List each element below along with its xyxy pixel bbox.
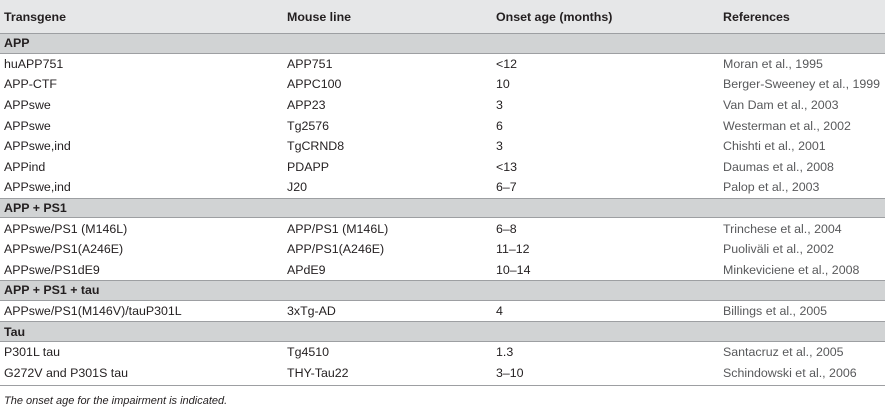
section-title: APP + PS1 (4, 201, 67, 216)
table-row (0, 342, 885, 363)
cell-mouse-line: TgCRND8 (287, 139, 345, 154)
table-header-row (0, 0, 885, 33)
cell-onset-age: 1.3 (496, 345, 514, 360)
cell-transgene: APPswe (4, 98, 51, 113)
section-title: APP (4, 36, 30, 51)
table-row (0, 115, 885, 136)
cell-transgene: APPswe (4, 118, 51, 133)
header-onset-age: Onset age (months) (496, 9, 613, 24)
cell-mouse-line: Tg2576 (287, 118, 330, 133)
cell-onset-age: 6 (496, 118, 503, 133)
table-row (0, 136, 885, 157)
section-header-row (0, 33, 885, 54)
cell-onset-age: 10 (496, 77, 510, 92)
section-title: APP + PS1 + tau (4, 283, 100, 298)
header-transgene: Transgene (4, 9, 66, 24)
cell-transgene: APPswe/PS1(A246E) (4, 242, 124, 257)
cell-reference: Moran et al., 1995 (723, 56, 823, 71)
cell-mouse-line: APP23 (287, 98, 326, 113)
section-title: Tau (4, 324, 26, 339)
cell-reference: Berger-Sweeney et al., 1999 (723, 77, 881, 92)
table-row (0, 157, 885, 178)
cell-reference: Billings et al., 2005 (723, 304, 828, 319)
header-mouse-line: Mouse line (287, 9, 352, 24)
cell-mouse-line: PDAPP (287, 159, 330, 174)
cell-onset-age: 3 (496, 139, 503, 154)
cell-transgene: APPswe/PS1dE9 (4, 262, 100, 277)
table-footnote: The onset age for the impairment is indicated. (4, 395, 228, 407)
cell-transgene: APP-CTF (4, 77, 58, 92)
cell-onset-age: <12 (496, 56, 518, 71)
cell-onset-age: 6–7 (496, 180, 517, 195)
cell-transgene: G272V and P301S tau (4, 365, 129, 380)
cell-mouse-line: APPC100 (287, 77, 342, 92)
cell-reference: Trinchese et al., 2004 (723, 221, 842, 236)
cell-mouse-line: J20 (287, 180, 307, 195)
table-body (0, 33, 885, 383)
cell-reference: Westerman et al., 2002 (723, 118, 851, 133)
cell-transgene: P301L tau (4, 345, 61, 360)
cell-transgene: APPswe,ind (4, 180, 71, 195)
table-row (0, 260, 885, 281)
cell-transgene: APPswe/PS1(M146V)/tauP301L (4, 304, 182, 319)
table-row (0, 54, 885, 75)
cell-mouse-line: APP/PS1(A246E) (287, 242, 385, 257)
cell-reference: Schindowski et al., 2006 (723, 365, 857, 380)
cell-reference: Chishti et al., 2001 (723, 139, 826, 154)
cell-reference: Santacruz et al., 2005 (723, 345, 844, 360)
table-row (0, 301, 885, 322)
table-row (0, 74, 885, 95)
cell-onset-age: 11–12 (496, 242, 530, 257)
table-row (0, 177, 885, 198)
cell-onset-age: 10–14 (496, 262, 531, 277)
cell-mouse-line: 3xTg-AD (287, 304, 336, 319)
header-references: References (723, 9, 790, 24)
cell-reference: Puoliväli et al., 2002 (723, 242, 834, 257)
cell-mouse-line: APP751 (287, 56, 333, 71)
cell-mouse-line: APdE9 (287, 262, 326, 277)
cell-transgene: APPind (4, 159, 46, 174)
table-row (0, 95, 885, 116)
cell-mouse-line: Tg4510 (287, 345, 330, 360)
cell-reference: Minkeviciene et al., 2008 (723, 262, 860, 277)
section-header-row (0, 280, 885, 301)
cell-onset-age: 3–10 (496, 365, 524, 380)
cell-reference: Palop et al., 2003 (723, 180, 820, 195)
section-header-row (0, 321, 885, 342)
section-header-row (0, 198, 885, 219)
cell-reference: Daumas et al., 2008 (723, 159, 834, 174)
table-row (0, 363, 885, 384)
cell-onset-age: 4 (496, 304, 503, 319)
cell-reference: Van Dam et al., 2003 (723, 98, 839, 113)
cell-mouse-line: APP/PS1 (M146L) (287, 221, 389, 236)
table-row (0, 239, 885, 260)
cell-transgene: APPswe/PS1 (M146L) (4, 221, 128, 236)
cell-transgene: APPswe,ind (4, 139, 71, 154)
cell-onset-age: 6–8 (496, 221, 517, 236)
cell-mouse-line: THY-Tau22 (287, 365, 349, 380)
cell-transgene: huAPP751 (4, 56, 64, 71)
cell-onset-age: 3 (496, 98, 503, 113)
table-bottom-rule (0, 385, 885, 386)
cell-onset-age: <13 (496, 159, 518, 174)
table-row (0, 218, 885, 239)
